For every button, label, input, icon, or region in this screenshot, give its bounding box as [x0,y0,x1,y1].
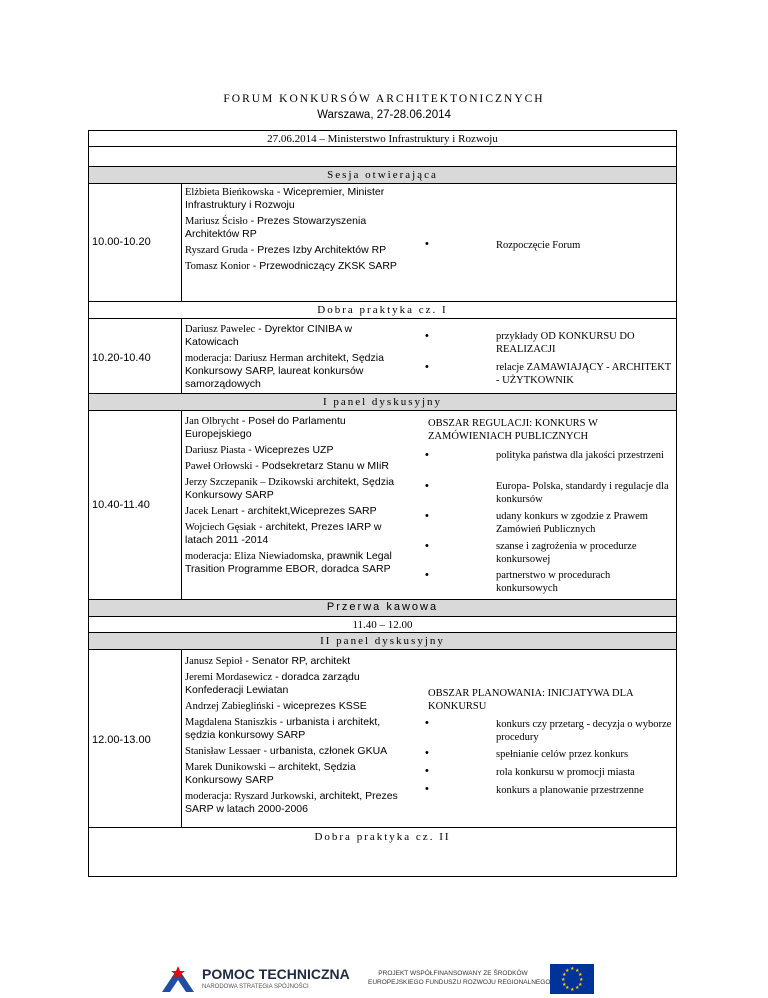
bullet-icon: • [425,540,429,552]
svg-text:★: ★ [575,968,580,974]
time-slot: 10.00-10.20 [92,236,151,248]
divider [88,301,677,302]
divider [88,616,677,617]
bullet-icon: • [425,747,429,759]
svg-text:★: ★ [565,985,570,991]
topic-item: Rozpoczęcie Forum [496,240,581,251]
svg-text:★: ★ [570,987,575,993]
divider [88,599,677,600]
speaker: Andrzej Zabiegliński - wiceprezes KSSE [185,700,367,712]
speakers-list [185,186,403,276]
time-slot: 10.20-10.40 [92,352,151,364]
divider [88,393,677,394]
speakers-list [185,415,403,579]
speaker: Tomasz Konior - Przewodniczący ZKSK SARP [185,260,397,272]
divider [88,183,677,184]
svg-text:★: ★ [570,966,575,972]
column-divider [181,318,182,394]
day-banner: 27.06.2014 – Ministerstwo Infrastruktury i Rozwoju [267,133,498,145]
bullet-icon: • [425,330,429,342]
topic-heading: OBSZAR PLANOWANIA: INICJATYWA DLA KONKURSU [428,688,634,712]
topic-heading: OBSZAR REGULACJI: KONKURS W ZAMÓWIENIACH PUBLICZNYCH [428,418,598,442]
speaker: Mariusz Ścisło - Prezes Stowarzyszenia Architektów RP [185,215,367,240]
svg-text:★: ★ [562,982,567,988]
speaker: Elżbieta Bieńkowska - Wicepremier, Minister Infrastruktury i Rozwoju [185,186,385,211]
section-good-practice-2: Dobra praktyka cz. II [314,831,451,843]
svg-text:★: ★ [578,982,583,988]
footer-logos [160,958,600,994]
time-slot: 12.00-13.00 [92,734,151,746]
time-slot: 10.40-11.40 [92,499,150,511]
topic-item: Europa- Polska, standardy i regulacje dla konkursów [496,481,669,505]
bullet-icon: • [425,510,429,522]
svg-text:★: ★ [578,972,583,978]
topic-item: konkurs a planowanie przestrzenne [496,785,644,796]
section-coffee-break: Przerwa kawowa [326,601,439,613]
speaker: Jan Olbrycht - Poseł do Parlamentu Europejskiego [185,415,346,440]
column-divider [181,183,182,301]
bullet-icon: • [425,361,429,373]
speaker: Jacek Lenart - architekt,Wiceprezes SARP [185,505,377,517]
topic-item: konkurs czy przetarg - decyzja o wyborze procedury [496,719,672,743]
pomoc-techniczna-logo-icon [160,962,196,998]
logo-left-subtext: NARODOWA STRATEGIA SPÓJNOŚCI [202,984,309,990]
topic-item: szanse i zagrożenia w procedurze konkursowej [496,541,637,565]
section-good-practice-1: Dobra praktyka cz. I [317,304,448,316]
divider [88,410,677,411]
topic-item: relacje ZAMAWIAJĄCY - ARCHITEKT - UŻYTKOWNIK [496,362,671,386]
svg-text:★: ★ [562,972,567,978]
page-title: FORUM KONKURSÓW ARCHITEKTONICZNYCH [223,93,545,105]
speaker: Paweł Orłowski - Podsekretarz Stanu w MIiR [185,460,389,472]
speaker: Wojciech Gęsiak - architekt, Prezes IARP w latach 2011 -2014 [185,521,382,546]
section-panel-1: I panel dyskusyjny [322,396,443,408]
bullet-icon: • [425,449,429,461]
divider [88,146,677,147]
speaker: moderacja: Ryszard Jurkowski, architekt, Prezes SARP w latach 2000-2006 [185,790,398,815]
eu-flag-icon [550,964,594,994]
column-divider [181,410,182,599]
divider [88,318,677,319]
speaker: Jeremi Mordasewicz - doradca zarządu Konfederacji Lewiatan [185,671,360,696]
bullet-icon: • [425,783,429,795]
coffee-time: 11.40 – 12.00 [352,619,413,631]
topic-item: partnerstwo w procedurach konkursowych [496,570,611,594]
logo-left-text: POMOC TECHNICZNA [202,966,350,982]
bullet-icon: • [425,569,429,581]
speaker: Jerzy Szczepanik – Dzikowski architekt, Sędzia Konkursowy SARP [185,476,395,501]
svg-text:★: ★ [561,977,566,983]
cofinance-note: PROJEKT WSPÓŁFINANSOWANY ZE ŚRODKÓW EUROPEJSKIEGO FUNDUSZU ROZWOJU REGIONALNEGO [368,970,551,986]
speaker: Ryszard Gruda - Prezes Izby Architektów RP [185,244,387,256]
bullet-icon: • [425,480,429,492]
section-opening: Sesja otwierająca [327,169,438,181]
speaker: moderacja: Eliza Niewiadomska, prawnik Legal Trasition Programme EBOR, doradca SARP [185,550,392,575]
speaker: Marek Dunikowski – architekt, Sędzia Konkursowy SARP [185,761,356,786]
svg-text:★: ★ [565,968,570,974]
speakers-list [185,655,403,819]
speakers-list [185,323,403,394]
page-subtitle: Warszawa, 27-28.06.2014 [317,109,451,121]
topic-item: spełnianie celów przez konkurs [496,749,629,760]
svg-text:★: ★ [575,985,580,991]
topic-item: przykłady OD KONKURSU DO REALIZACJI [496,331,635,355]
speaker: Dariusz Pawelec - Dyrektor CINIBA w Katowicach [185,323,353,348]
divider [88,827,677,828]
topic-item: udany konkurs w zgodzie z Prawem Zamówień Publicznych [496,511,648,535]
section-panel-2: II panel dyskusyjny [320,635,445,647]
bullet-icon: • [425,238,429,250]
topic-item: polityka państwa dla jakości przestrzeni [496,450,664,461]
topic-item: rola konkursu w promocji miasta [496,767,635,778]
speaker: Magdalena Staniszkis - urbanista i architekt, sędzia konkursowy SARP [185,716,381,741]
column-divider [181,649,182,827]
speaker: moderacja: Dariusz Herman architekt, Sędzia Konkursowy SARP, laureat konkursów samorządowych [185,352,384,390]
speaker: Stanisław Lessaer - urbanista, członek GKUA [185,745,388,757]
bullet-icon: • [425,717,429,729]
divider [88,649,677,650]
speaker: Janusz Sepioł - Senator RP, architekt [185,655,351,667]
bullet-icon: • [425,765,429,777]
svg-text:★: ★ [579,977,584,983]
speaker: Dariusz Piasta - Wiceprezes UZP [185,444,334,456]
